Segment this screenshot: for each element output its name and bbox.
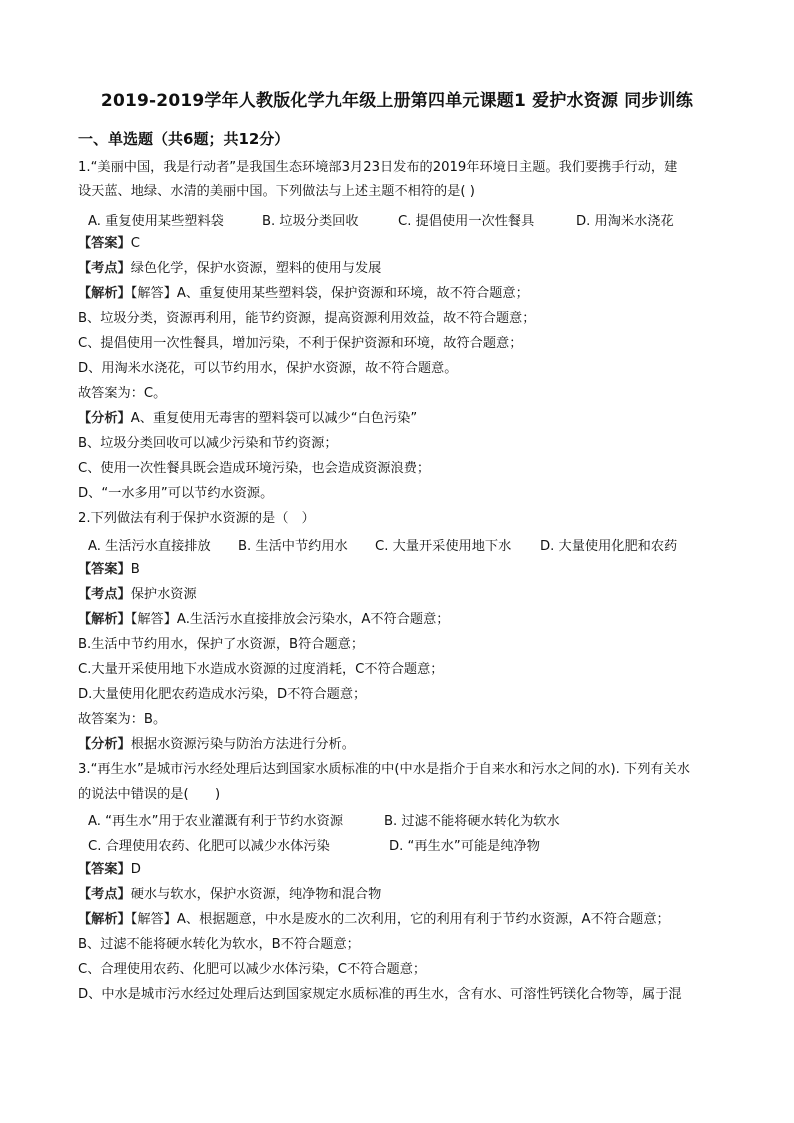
q2-answer: B (130, 562, 140, 577)
kaodian-tag: 【考点】 (78, 587, 131, 602)
q2-fenxi-line (78, 735, 718, 755)
q2-jiexi-line (78, 610, 718, 630)
q2-option-b: B. 生活中节约用水 (238, 539, 348, 554)
kaodian-tag: 【考点】 (78, 261, 131, 276)
q1-jiexi-line (78, 284, 718, 304)
q1-option-d: D. 用淘米水浇花 (576, 214, 674, 229)
q3-explain-d: D、中水是城市污水经过处理后达到国家规定水质标准的再生水，含有水、可溶性钙镁化合物等，属于混 (78, 987, 682, 1002)
jiexi-tag: 【解析】 (78, 286, 131, 301)
q2-explain-d: D.大量使用化肥农药造成水污染，D不符合题意； (78, 687, 367, 702)
q2-final-answer: 故答案为：B。 (78, 712, 167, 727)
q2-stem: 2.下列做法有利于保护水资源的是（ ） (78, 511, 315, 526)
q3-answer: D (130, 862, 141, 877)
q3-explain-b: B、过滤不能将硬水转化为软水，B不符合题意； (78, 937, 360, 952)
answer-tag: 【答案】 (78, 862, 131, 877)
q3-option-b: B. 过滤不能将硬水转化为软水 (384, 814, 560, 829)
jiexi-tag: 【解析】 (78, 912, 131, 927)
jiexi-tag: 【解析】 (78, 612, 131, 627)
q3-stem-line2: 的说法中错误的是( ) (78, 787, 221, 802)
q1-kaodian: 绿色化学，保护水资源，塑料的使用与发展 (130, 261, 382, 276)
answer-tag: 【答案】 (78, 236, 131, 251)
q1-stem-line1: 1.“美丽中国，我是行动者”是我国生态环境部3月23日发布的2019年环境日主题。我们要携手行动，建 (78, 160, 678, 175)
q3-option-a: A. “再生水”用于农业灌溉有利于节约水资源 (88, 814, 344, 829)
q2-explain-b: B.生活中节约用水，保护了水资源，B符合题意； (78, 637, 365, 652)
q1-explain-b: B、垃圾分类，资源再利用，能节约资源，提高资源利用效益，故不符合题意； (78, 311, 536, 326)
q1-stem-line2: 设天蓝、地绿、水清的美丽中国。下列做法与上述主题不相符的是( ) (78, 184, 475, 199)
q1-final-answer: 故答案为：C。 (78, 386, 167, 401)
q2-kaodian: 保护水资源 (130, 587, 197, 602)
q2-answer-line (78, 560, 718, 580)
q2-jiexi: 【解答】A.生活污水直接排放会污染水，A不符合题意； (130, 612, 450, 627)
q2-option-a: A. 生活污水直接排放 (88, 539, 211, 554)
q2-option-d: D. 大量使用化肥和农药 (540, 539, 678, 554)
q3-stem-line1: 3.“再生水”是城市污水经处理后达到国家水质标准的中(中水是指介于自来水和污水之间的水). 下列有关水 (78, 762, 690, 777)
q3-answer-line (78, 860, 718, 880)
q1-fenxi: A、重复使用无毒害的塑料袋可以减少“白色污染” (130, 411, 418, 426)
q2-explain-c: C.大量开采使用地下水造成水资源的过度消耗，C不符合题意； (78, 662, 444, 677)
q1-fenxi-line (78, 409, 718, 429)
q3-kaodian-line (78, 885, 718, 905)
section-heading: 一、单选题（共6题；共12分） (78, 130, 290, 148)
q2-kaodian-line (78, 585, 718, 605)
q3-option-c: C. 合理使用农药、化肥可以减少水体污染 (88, 839, 330, 854)
q1-answer-line (78, 234, 718, 254)
fenxi-tag: 【分析】 (78, 737, 131, 752)
q3-explain-c: C、合理使用农药、化肥可以减少水体污染，C不符合题意； (78, 962, 427, 977)
q1-analysis-b: B、垃圾分类回收可以减少污染和节约资源； (78, 436, 338, 451)
q3-jiexi-line (78, 910, 718, 930)
q1-jiexi: 【解答】A、重复使用某些塑料袋，保护资源和环境，故不符合题意； (130, 286, 529, 301)
kaodian-tag: 【考点】 (78, 887, 131, 902)
q3-jiexi: 【解答】A、根据题意，中水是废水的二次利用，它的利用有利于节约水资源，A不符合题意； (130, 912, 670, 927)
q3-option-d: D. “再生水”可能是纯净物 (389, 839, 540, 854)
q1-analysis-d: D、“一水多用”可以节约水资源。 (78, 486, 274, 501)
fenxi-tag: 【分析】 (78, 411, 131, 426)
q3-kaodian: 硬水与软水，保护水资源，纯净物和混合物 (130, 887, 382, 902)
q1-kaodian-line (78, 259, 718, 279)
answer-tag: 【答案】 (78, 562, 131, 577)
q2-fenxi: 根据水资源污染与防治方法进行分析。 (130, 737, 355, 752)
document-title: 2019-2019学年人教版化学九年级上册第四单元课题1 爱护水资源 同步训练 (100, 91, 694, 111)
q1-explain-c: C、提倡使用一次性餐具，增加污染，不利于保护资源和环境，故符合题意； (78, 336, 523, 351)
q1-option-b: B. 垃圾分类回收 (262, 214, 359, 229)
q1-option-a: A. 重复使用某些塑料袋 (88, 214, 224, 229)
q1-analysis-c: C、使用一次性餐具既会造成环境污染，也会造成资源浪费； (78, 461, 431, 476)
q1-option-c: C. 提倡使用一次性餐具 (398, 214, 535, 229)
q1-explain-d: D、用淘米水浇花，可以节约用水，保护水资源，故不符合题意。 (78, 361, 458, 376)
q2-option-c: C. 大量开采使用地下水 (375, 539, 512, 554)
q1-answer: C (130, 236, 140, 251)
